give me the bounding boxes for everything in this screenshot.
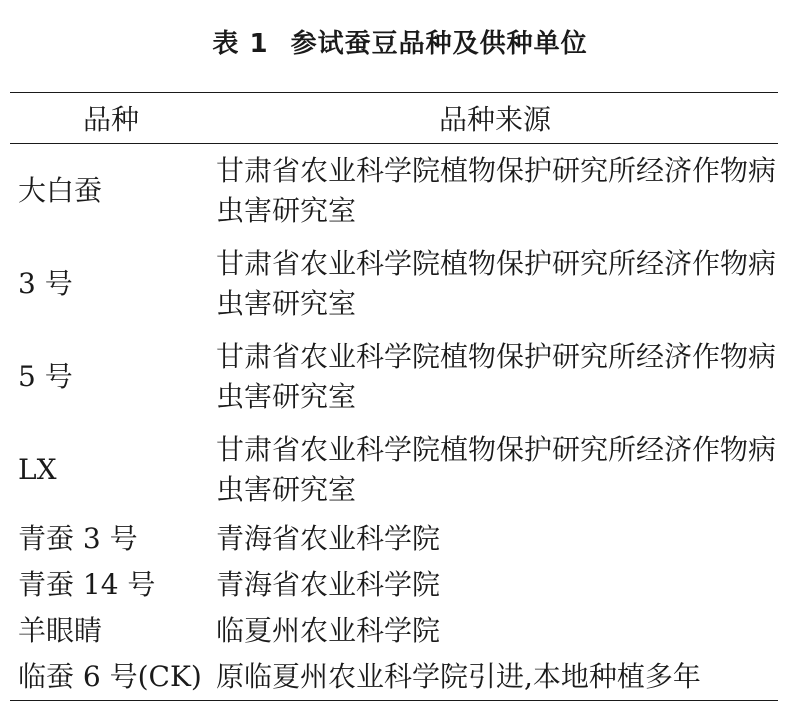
table-row [10,330,778,423]
column-header-variety: 品种 [82,103,139,136]
variety-cell: 青蚕 3 号 [18,522,138,555]
table-title: 参试蚕豆品种及供种单位 [290,29,588,59]
table-number: 表 1 [212,29,269,59]
source-cell: 甘肃省农业科学院植物保护研究所经济作物病虫害研究室 [216,246,777,320]
source-cell: 甘肃省农业科学院植物保护研究所经济作物病虫害研究室 [216,153,777,227]
variety-cell: 3 号 [18,266,73,300]
source-cell: 青海省农业科学院 [216,522,441,555]
table-row [10,516,778,562]
table-row [10,654,778,701]
variety-cell: 临蚕 6 号(CK) [18,660,202,693]
variety-cell: 青蚕 14 号 [18,568,156,601]
variety-cell: 5 号 [18,359,73,393]
source-cell: 原临夏州农业科学院引进,本地种植多年 [216,660,701,693]
source-cell: 临夏州农业科学院 [216,614,441,647]
variety-cell: 羊眼睛 [18,614,103,647]
source-cell: 甘肃省农业科学院植物保护研究所经济作物病虫害研究室 [216,432,777,506]
table-caption [0,24,800,64]
variety-cell: LX [18,452,57,486]
source-cell: 甘肃省农业科学院植物保护研究所经济作物病虫害研究室 [216,339,777,413]
variety-cell: 大白蚕 [18,173,103,207]
variety-table [10,92,778,701]
table-row [10,608,778,654]
source-cell: 青海省农业科学院 [216,568,441,601]
table-row [10,237,778,330]
column-header-source: 品种来源 [438,103,551,136]
table-header-row [10,93,778,144]
table-row [10,562,778,608]
table-row [10,423,778,516]
table-row [10,144,778,238]
